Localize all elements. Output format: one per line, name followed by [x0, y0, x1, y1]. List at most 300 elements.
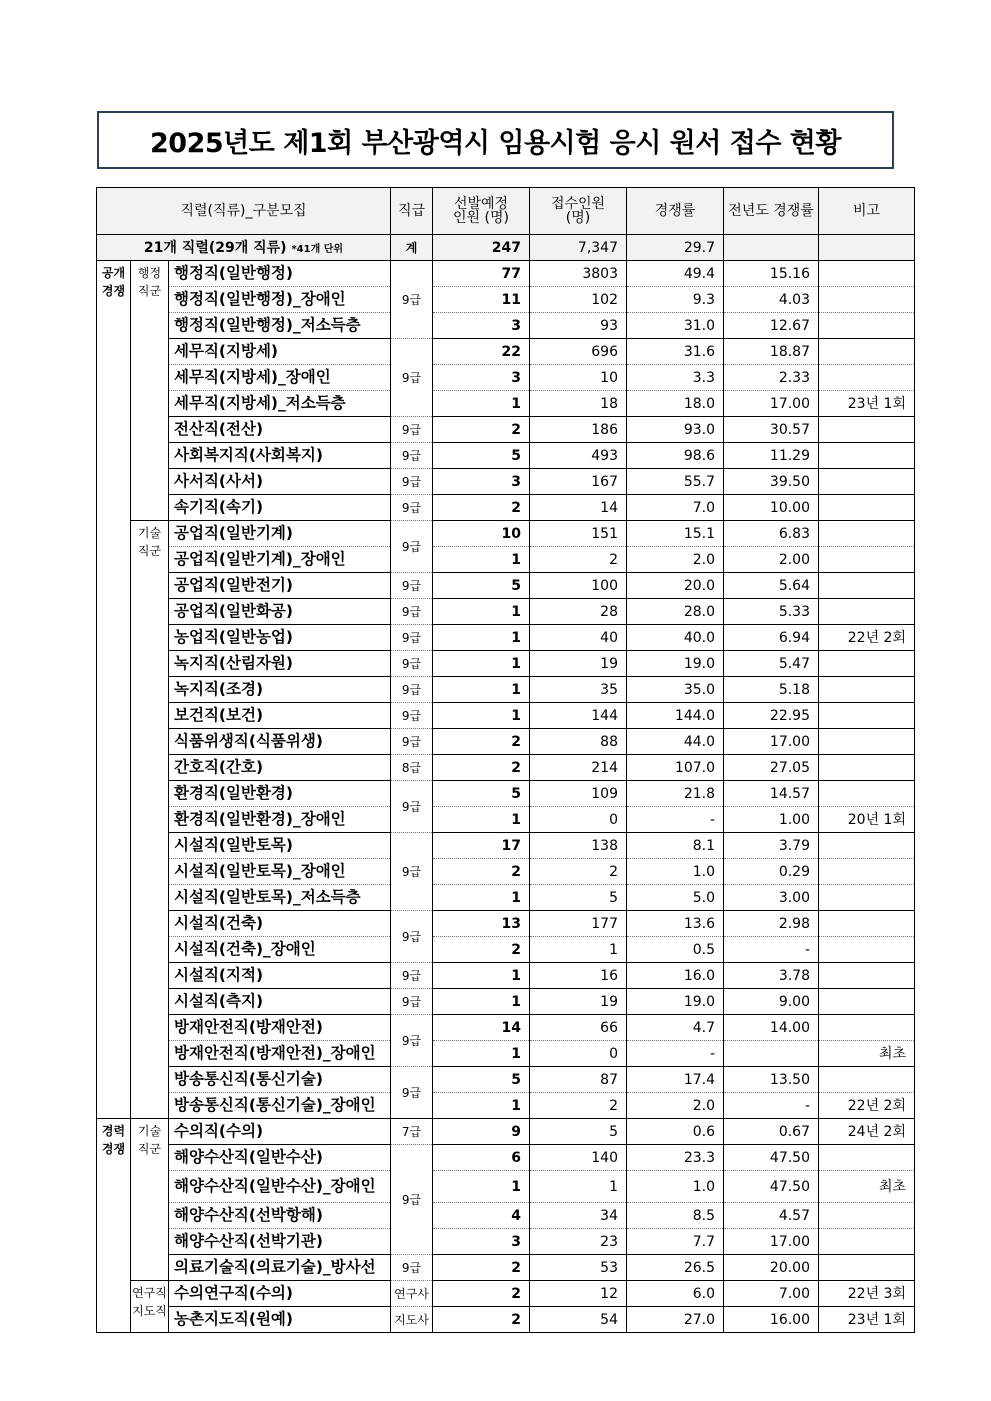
table-row: [97, 755, 915, 781]
header-rate: 경쟁률: [627, 188, 724, 235]
grade-cell: 연구사: [391, 1281, 433, 1307]
job-group-label: 연구직 지도직: [131, 1281, 169, 1333]
applicant-count: 3803: [530, 261, 627, 287]
grade-cell: 9급: [391, 833, 433, 911]
applicant-count: 2: [530, 1093, 627, 1119]
note-cell: 20년 1회: [819, 807, 915, 833]
table-row: [97, 573, 915, 599]
selected-count: 5: [433, 573, 530, 599]
competition-rate: -: [627, 807, 724, 833]
competition-rate: 4.7: [627, 1015, 724, 1041]
job-name: 녹지직(조경): [169, 677, 391, 703]
competition-rate: 23.3: [627, 1145, 724, 1171]
grade-cell: 9급: [391, 677, 433, 703]
applicant-count: 66: [530, 1015, 627, 1041]
header-row: [97, 188, 915, 235]
selected-count: 2: [433, 417, 530, 443]
competition-rate: 9.3: [627, 287, 724, 313]
grade-cell: 9급: [391, 495, 433, 521]
selected-count: 10: [433, 521, 530, 547]
grade-cell: 9급: [391, 963, 433, 989]
prev-year-rate: 5.64: [724, 573, 819, 599]
note-cell: [819, 833, 915, 859]
job-name: 농업직(일반농업): [169, 625, 391, 651]
competition-rate: 21.8: [627, 781, 724, 807]
job-name: 수의연구직(수의): [169, 1281, 391, 1307]
job-name: 농촌지도직(원예): [169, 1307, 391, 1333]
prev-year-rate: [724, 1041, 819, 1067]
table-row: [97, 677, 915, 703]
summary-row: [97, 235, 915, 261]
applicant-count: 493: [530, 443, 627, 469]
applicant-count: 93: [530, 313, 627, 339]
job-name: 전산직(전산): [169, 417, 391, 443]
grade-cell: 9급: [391, 521, 433, 573]
summary-note: [819, 235, 915, 261]
job-name: 공업직(일반전기): [169, 573, 391, 599]
title-box: [97, 111, 894, 169]
competition-type-label: 경력 경쟁: [97, 1119, 131, 1333]
job-name: 공업직(일반화공): [169, 599, 391, 625]
header-grade: 직급: [391, 188, 433, 235]
table-row: [97, 1307, 915, 1333]
competition-rate: 31.0: [627, 313, 724, 339]
prev-year-rate: 3.00: [724, 885, 819, 911]
prev-year-rate: 30.57: [724, 417, 819, 443]
table-row: [97, 1093, 915, 1119]
note-cell: [819, 599, 915, 625]
header-job: 직렬(직류)_구분모집: [97, 188, 391, 235]
job-name: 시설직(일반토목): [169, 833, 391, 859]
grade-cell: 9급: [391, 599, 433, 625]
job-name: 방재안전직(방재안전)_장애인: [169, 1041, 391, 1067]
job-name: 시설직(일반토목)_저소득층: [169, 885, 391, 911]
prev-year-rate: 11.29: [724, 443, 819, 469]
note-cell: [819, 729, 915, 755]
grade-cell: 9급: [391, 703, 433, 729]
applicant-count: 100: [530, 573, 627, 599]
grade-cell: 9급: [391, 781, 433, 833]
header-prev-rate: 전년도 경쟁률: [724, 188, 819, 235]
competition-rate: 15.1: [627, 521, 724, 547]
selected-count: 11: [433, 287, 530, 313]
selected-count: 2: [433, 937, 530, 963]
prev-year-rate: 0.67: [724, 1119, 819, 1145]
competition-rate: 55.7: [627, 469, 724, 495]
job-name: 의료기술직(의료기술)_방사선: [169, 1255, 391, 1281]
job-name: 수의직(수의): [169, 1119, 391, 1145]
selected-count: 2: [433, 495, 530, 521]
job-name: 해양수산직(일반수산): [169, 1145, 391, 1171]
selected-count: 77: [433, 261, 530, 287]
job-name: 녹지직(산림자원): [169, 651, 391, 677]
competition-rate: 19.0: [627, 989, 724, 1015]
table-row: [97, 1015, 915, 1041]
selected-count: 13: [433, 911, 530, 937]
note-cell: [819, 651, 915, 677]
prev-year-rate: 1.00: [724, 807, 819, 833]
job-name: 해양수산직(선박기관): [169, 1229, 391, 1255]
table-row: [97, 807, 915, 833]
note-cell: [819, 261, 915, 287]
applicant-count: 88: [530, 729, 627, 755]
selected-count: 1: [433, 703, 530, 729]
note-cell: [819, 573, 915, 599]
applicant-count: 0: [530, 1041, 627, 1067]
prev-year-rate: -: [724, 1093, 819, 1119]
prev-year-rate: 5.47: [724, 651, 819, 677]
grade-cell: 9급: [391, 1015, 433, 1067]
selected-count: 1: [433, 1093, 530, 1119]
grade-cell: 9급: [391, 1145, 433, 1255]
applicant-count: 1: [530, 937, 627, 963]
note-cell: [819, 989, 915, 1015]
summary-rate: 29.7: [627, 235, 724, 261]
job-name: 시설직(측지): [169, 989, 391, 1015]
applicant-count: 167: [530, 469, 627, 495]
job-name: 해양수산직(일반수산)_장애인: [169, 1171, 391, 1203]
prev-year-rate: 4.03: [724, 287, 819, 313]
competition-rate: 27.0: [627, 1307, 724, 1333]
table-row: [97, 963, 915, 989]
job-name: 세무직(지방세)_장애인: [169, 365, 391, 391]
job-name: 방송통신직(통신기술)_장애인: [169, 1093, 391, 1119]
table-row: [97, 495, 915, 521]
applicant-count: 102: [530, 287, 627, 313]
grade-cell: 9급: [391, 443, 433, 469]
applicant-count: 23: [530, 1229, 627, 1255]
prev-year-rate: 14.57: [724, 781, 819, 807]
selected-count: 3: [433, 1229, 530, 1255]
prev-year-rate: 3.78: [724, 963, 819, 989]
note-cell: 최초: [819, 1041, 915, 1067]
competition-rate: 7.7: [627, 1229, 724, 1255]
prev-year-rate: 2.98: [724, 911, 819, 937]
selected-count: 5: [433, 1067, 530, 1093]
table-row: [97, 391, 915, 417]
grade-cell: 9급: [391, 469, 433, 495]
grade-cell: 9급: [391, 1067, 433, 1119]
applicant-count: 5: [530, 1119, 627, 1145]
selected-count: 6: [433, 1145, 530, 1171]
note-cell: [819, 937, 915, 963]
competition-rate: 49.4: [627, 261, 724, 287]
job-name: 속기직(속기): [169, 495, 391, 521]
table-row: [97, 937, 915, 963]
summary-applicants: 7,347: [530, 235, 627, 261]
grade-cell: 9급: [391, 989, 433, 1015]
note-cell: [819, 1229, 915, 1255]
grade-cell: 지도사: [391, 1307, 433, 1333]
header-note: 비고: [819, 188, 915, 235]
note-cell: [819, 703, 915, 729]
table-row: [97, 911, 915, 937]
job-name: 세무직(지방세): [169, 339, 391, 365]
selected-count: 1: [433, 677, 530, 703]
competition-rate: 7.0: [627, 495, 724, 521]
job-name: 행정직(일반행정)_장애인: [169, 287, 391, 313]
prev-year-rate: 12.67: [724, 313, 819, 339]
selected-count: 2: [433, 1307, 530, 1333]
job-group-label: 기술 직군: [131, 521, 169, 1119]
prev-year-rate: 4.57: [724, 1203, 819, 1229]
applicant-count: 14: [530, 495, 627, 521]
applicant-count: 138: [530, 833, 627, 859]
competition-rate: 40.0: [627, 625, 724, 651]
selected-count: 2: [433, 859, 530, 885]
competition-rate: 2.0: [627, 1093, 724, 1119]
summary-grade: 계: [391, 235, 433, 261]
selected-count: 5: [433, 443, 530, 469]
competition-rate: 26.5: [627, 1255, 724, 1281]
competition-rate: 6.0: [627, 1281, 724, 1307]
note-cell: [819, 547, 915, 573]
prev-year-rate: 27.05: [724, 755, 819, 781]
table-row: [97, 729, 915, 755]
job-name: 사회복지직(사회복지): [169, 443, 391, 469]
grade-cell: 7급: [391, 1119, 433, 1145]
applicant-count: 2: [530, 547, 627, 573]
table-row: [97, 1041, 915, 1067]
prev-year-rate: 18.87: [724, 339, 819, 365]
table-row: [97, 469, 915, 495]
prev-year-rate: 20.00: [724, 1255, 819, 1281]
table-row: [97, 781, 915, 807]
selected-count: 1: [433, 391, 530, 417]
applicant-count: 1: [530, 1171, 627, 1203]
prev-year-rate: 2.00: [724, 547, 819, 573]
table-row: [97, 1171, 915, 1203]
summary-selected: 247: [433, 235, 530, 261]
selected-count: 1: [433, 807, 530, 833]
table-row: [97, 599, 915, 625]
competition-rate: 18.0: [627, 391, 724, 417]
note-cell: 22년 2회: [819, 625, 915, 651]
table-row: [97, 1281, 915, 1307]
selected-count: 17: [433, 833, 530, 859]
table-row: [97, 443, 915, 469]
note-cell: [819, 417, 915, 443]
competition-rate: 35.0: [627, 677, 724, 703]
table-row: [97, 1067, 915, 1093]
page-title: 2025년도 제1회 부산광역시 임용시험 응시 원서 접수 현황: [150, 127, 841, 159]
applicant-count: 87: [530, 1067, 627, 1093]
prev-year-rate: 17.00: [724, 391, 819, 417]
applicant-count: 177: [530, 911, 627, 937]
prev-year-rate: 13.50: [724, 1067, 819, 1093]
job-group-label: 행정 직군: [131, 261, 169, 521]
job-name: 해양수산직(선박항해): [169, 1203, 391, 1229]
table-row: [97, 1119, 915, 1145]
summary-label: 21개 직렬(29개 직류) *41개 단위: [97, 235, 391, 261]
prev-year-rate: 7.00: [724, 1281, 819, 1307]
applicant-count: 53: [530, 1255, 627, 1281]
selected-count: 1: [433, 963, 530, 989]
selected-count: 2: [433, 1255, 530, 1281]
job-name: 식품위생직(식품위생): [169, 729, 391, 755]
grade-cell: 9급: [391, 1255, 433, 1281]
selected-count: 4: [433, 1203, 530, 1229]
note-cell: [819, 1067, 915, 1093]
job-name: 행정직(일반행정)_저소득층: [169, 313, 391, 339]
grade-cell: 9급: [391, 417, 433, 443]
competition-type-label: 공개 경쟁: [97, 261, 131, 1119]
job-name: 간호직(간호): [169, 755, 391, 781]
job-name: 방송통신직(통신기술): [169, 1067, 391, 1093]
table-row: [97, 833, 915, 859]
header-applicants: 접수인원 (명): [530, 188, 627, 235]
table-row: [97, 1255, 915, 1281]
grade-cell: 9급: [391, 911, 433, 963]
note-cell: [819, 1203, 915, 1229]
table-row: [97, 547, 915, 573]
competition-rate: -: [627, 1041, 724, 1067]
applicant-count: 2: [530, 859, 627, 885]
summary-prev: [724, 235, 819, 261]
competition-rate: 20.0: [627, 573, 724, 599]
applicant-count: 0: [530, 807, 627, 833]
table-row: [97, 287, 915, 313]
note-cell: [819, 1015, 915, 1041]
note-cell: [819, 911, 915, 937]
applicant-count: 696: [530, 339, 627, 365]
competition-rate: 3.3: [627, 365, 724, 391]
table-row: [97, 417, 915, 443]
applicant-count: 144: [530, 703, 627, 729]
job-name: 사서직(사서): [169, 469, 391, 495]
note-cell: 24년 2회: [819, 1119, 915, 1145]
selected-count: 1: [433, 1041, 530, 1067]
note-cell: [819, 859, 915, 885]
prev-year-rate: 5.18: [724, 677, 819, 703]
applicant-count: 186: [530, 417, 627, 443]
selected-count: 1: [433, 547, 530, 573]
table-row: [97, 1145, 915, 1171]
selected-count: 22: [433, 339, 530, 365]
table-row: [97, 885, 915, 911]
competition-rate: 8.1: [627, 833, 724, 859]
applicant-count: 40: [530, 625, 627, 651]
selected-count: 1: [433, 1171, 530, 1203]
competition-rate: 28.0: [627, 599, 724, 625]
header-selected: 선발예정 인원 (명): [433, 188, 530, 235]
grade-cell: 9급: [391, 729, 433, 755]
applicant-count: 151: [530, 521, 627, 547]
applicant-count: 34: [530, 1203, 627, 1229]
job-name: 공업직(일반기계): [169, 521, 391, 547]
note-cell: 22년 3회: [819, 1281, 915, 1307]
prev-year-rate: 47.50: [724, 1171, 819, 1203]
competition-rate: 16.0: [627, 963, 724, 989]
job-name: 환경직(일반환경): [169, 781, 391, 807]
prev-year-rate: 5.33: [724, 599, 819, 625]
table-row: [97, 989, 915, 1015]
prev-year-rate: 16.00: [724, 1307, 819, 1333]
note-cell: 최초: [819, 1171, 915, 1203]
applicant-count: 16: [530, 963, 627, 989]
table-row: [97, 521, 915, 547]
competition-rate: 5.0: [627, 885, 724, 911]
table-row: [97, 651, 915, 677]
competition-rate: 0.6: [627, 1119, 724, 1145]
prev-year-rate: 0.29: [724, 859, 819, 885]
selected-count: 2: [433, 755, 530, 781]
prev-year-rate: 15.16: [724, 261, 819, 287]
competition-rate: 1.0: [627, 859, 724, 885]
job-name: 방재안전직(방재안전): [169, 1015, 391, 1041]
note-cell: [819, 677, 915, 703]
competition-rate: 93.0: [627, 417, 724, 443]
job-name: 환경직(일반환경)_장애인: [169, 807, 391, 833]
table-row: [97, 625, 915, 651]
selected-count: 3: [433, 365, 530, 391]
prev-year-rate: 47.50: [724, 1145, 819, 1171]
applicant-count: 19: [530, 989, 627, 1015]
note-cell: [819, 885, 915, 911]
table-row: [97, 1203, 915, 1229]
prev-year-rate: 17.00: [724, 1229, 819, 1255]
competition-rate: 44.0: [627, 729, 724, 755]
competition-rate: 1.0: [627, 1171, 724, 1203]
job-name: 세무직(지방세)_저소득층: [169, 391, 391, 417]
table-row: [97, 261, 915, 287]
grade-cell: 9급: [391, 339, 433, 417]
note-cell: [819, 287, 915, 313]
prev-year-rate: 39.50: [724, 469, 819, 495]
applicant-count: 54: [530, 1307, 627, 1333]
table-row: [97, 859, 915, 885]
selected-count: 3: [433, 469, 530, 495]
competition-rate: 19.0: [627, 651, 724, 677]
table-row: [97, 339, 915, 365]
note-cell: [819, 443, 915, 469]
prev-year-rate: 9.00: [724, 989, 819, 1015]
competition-rate: 8.5: [627, 1203, 724, 1229]
grade-cell: 9급: [391, 651, 433, 677]
selected-count: 3: [433, 313, 530, 339]
selected-count: 5: [433, 781, 530, 807]
grade-cell: 9급: [391, 625, 433, 651]
applicant-count: 12: [530, 1281, 627, 1307]
applicant-count: 5: [530, 885, 627, 911]
selected-count: 14: [433, 1015, 530, 1041]
job-name: 보건직(보건): [169, 703, 391, 729]
competition-rate: 31.6: [627, 339, 724, 365]
note-cell: [819, 1255, 915, 1281]
competition-rate: 107.0: [627, 755, 724, 781]
grade-cell: 9급: [391, 261, 433, 339]
note-cell: [819, 365, 915, 391]
competition-rate: 2.0: [627, 547, 724, 573]
selected-count: 1: [433, 651, 530, 677]
selected-count: 9: [433, 1119, 530, 1145]
applicant-count: 19: [530, 651, 627, 677]
prev-year-rate: 14.00: [724, 1015, 819, 1041]
selected-count: 1: [433, 885, 530, 911]
note-cell: [819, 755, 915, 781]
selected-count: 1: [433, 989, 530, 1015]
table-row: [97, 703, 915, 729]
applicant-count: 28: [530, 599, 627, 625]
competition-rate: 98.6: [627, 443, 724, 469]
table-row: [97, 1229, 915, 1255]
note-cell: [819, 339, 915, 365]
job-group-label: 기술 직군: [131, 1119, 169, 1281]
applicant-count: 10: [530, 365, 627, 391]
applicant-count: 35: [530, 677, 627, 703]
status-table: [96, 187, 915, 1333]
competition-rate: 17.4: [627, 1067, 724, 1093]
